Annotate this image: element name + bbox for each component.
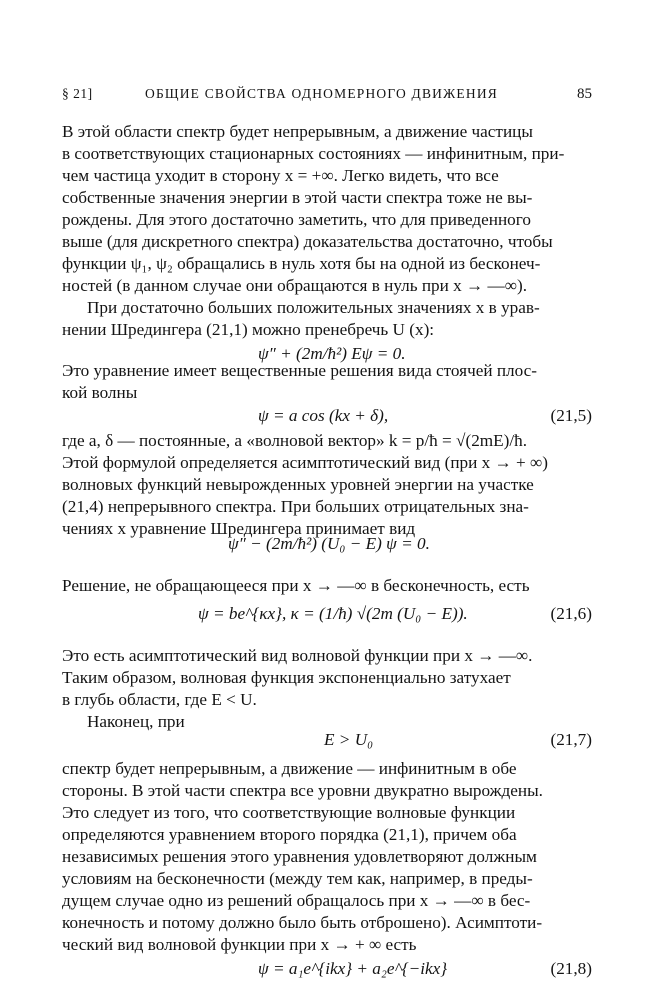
text-line: условиям на бесконечности (между тем как, например, в преды-: [62, 869, 533, 888]
text-line: кой волны: [62, 383, 138, 402]
text-line: Таким образом, волновая функция экспоненциально затухает: [62, 668, 511, 687]
equation-number: (21,5): [550, 406, 592, 425]
text-line: спектр будет непрерывным, а движение — инфинитным в обе: [62, 759, 517, 778]
equation: [62, 403, 592, 429]
equation-number: (21,8): [550, 959, 592, 978]
text-line: Решение, не обращающееся при x → —∞ в бесконечность, есть: [62, 576, 530, 595]
text-line: собственные значения энергии в этой части спектра тоже не вы-: [62, 188, 533, 207]
text-line: Наконец, при: [87, 712, 185, 731]
text-line: В этой области спектр будет непрерывным, а движение частицы: [62, 122, 533, 141]
running-header: [62, 86, 592, 106]
text-line: (21,4) непрерывного спектра. При больших отрицательных зна-: [62, 497, 529, 516]
text-line: дущем случае одно из решений обращалось при x → —∞ в бес-: [62, 891, 531, 910]
text-line: Это следует из того, что соответствующие волновые функции: [62, 803, 516, 822]
text-line: Это есть асимптотический вид волновой функции при x → —∞.: [62, 646, 533, 665]
equation: [62, 727, 592, 753]
text-line: выше (для дискретного спектра) доказательства достаточно, чтобы: [62, 232, 553, 251]
equation-body: ψ = a cos (kx + δ),: [258, 406, 389, 425]
text-line: ностей (в данном случае они обращаются в нуль при x → —∞).: [62, 276, 527, 295]
text-line: При достаточно больших положительных значениях x в урав-: [87, 298, 540, 317]
equation: [62, 601, 592, 627]
equation: [62, 531, 592, 557]
equation-number: (21,6): [550, 604, 592, 623]
page-number: 85: [577, 86, 592, 102]
equation-body: ψ″ + (2m/ħ²) Eψ = 0.: [258, 344, 406, 363]
text-line: чем частица уходит в сторону x = +∞. Легко видеть, что все: [62, 166, 499, 185]
text-line: функции ψ₁, ψ₂ обращались в нуль хотя бы на одной из бесконеч-: [62, 254, 541, 273]
text-line: Это уравнение имеет вещественные решения вида стоячей плос-: [62, 361, 537, 380]
text-line: в соответствующих стационарных состояниях — инфинитным, при-: [62, 144, 565, 163]
text-line: конечность и потому должно было быть отброшено). Асимптоти-: [62, 913, 543, 932]
equation-number: (21,7): [550, 730, 592, 749]
equation: [62, 956, 592, 982]
text-line: Этой формулой определяется асимптотический вид (при x → + ∞): [62, 453, 548, 472]
equation-body: ψ = a₁e^{ikx} + a₂e^{−ikx}: [258, 959, 448, 978]
chapter-title: ОБЩИЕ СВОЙСТВА ОДНОМЕРНОГО ДВИЖЕНИЯ: [145, 86, 498, 101]
text-line: независимых решения этого уравнения удовлетворяют должным: [62, 847, 537, 866]
text-line: ческий вид волновой функции при x → + ∞ есть: [62, 935, 417, 954]
section-marker: § 21]: [62, 86, 93, 101]
text-line: чениях x уравнение Шредингера принимает вид: [62, 519, 416, 538]
equation-body: ψ″ − (2m/ħ²) (U₀ − E) ψ = 0.: [228, 534, 430, 553]
text-line: волновых функций невырожденных уровней энергии на участке: [62, 475, 534, 494]
equation-body: E > U₀: [324, 730, 374, 749]
equation-body: ψ = be^{κx}, κ = (1/ħ) √(2m (U₀ − E)).: [198, 604, 468, 623]
text-line: стороны. В этой части спектра все уровни двукратно вырождены.: [62, 781, 543, 800]
text-line: рождены. Для этого достаточно заметить, что для приведенного: [62, 210, 531, 229]
text-line: где a, δ — постоянные, а «волновой вектор» k = p/ħ = √(2mE)/ħ.: [62, 431, 528, 450]
text-line: определяются уравнением второго порядка (21,1), причем оба: [62, 825, 517, 844]
text-line: в глубь области, где E < U.: [62, 690, 257, 709]
text-line: нении Шредингера (21,1) можно пренебречь U (x):: [62, 320, 435, 339]
